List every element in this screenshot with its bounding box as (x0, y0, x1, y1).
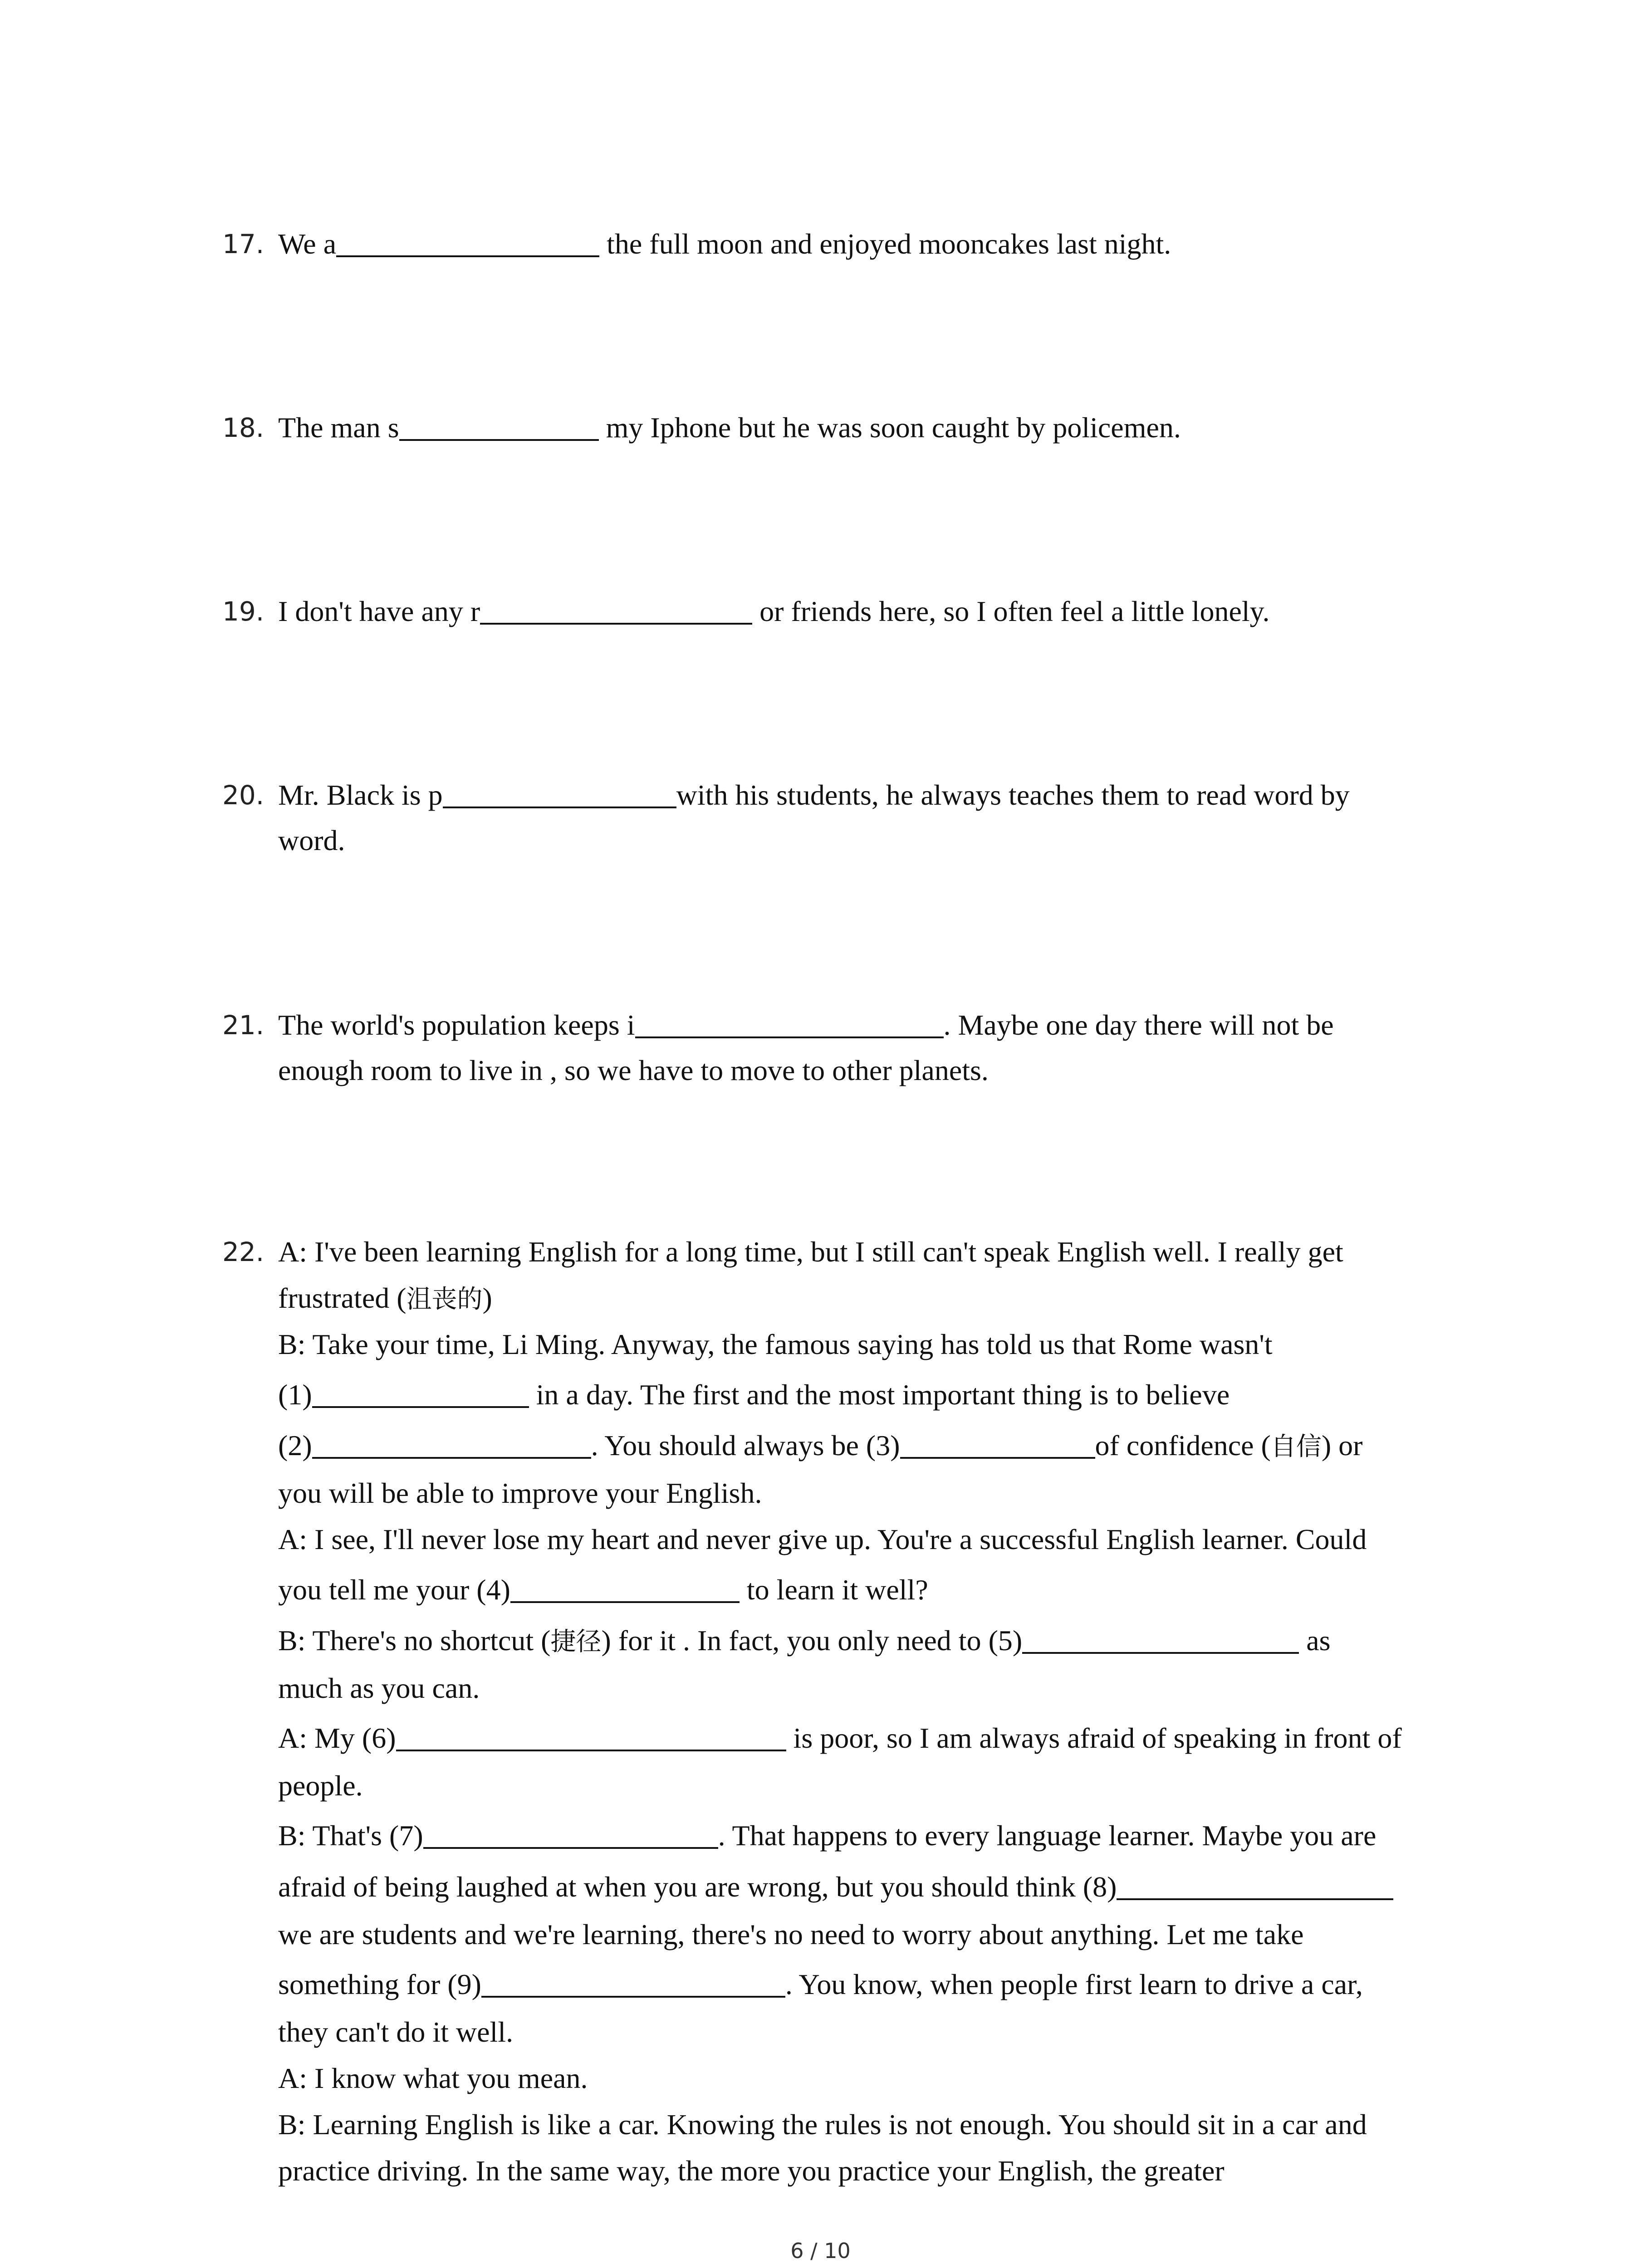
dialogue-line: B: There's no shortcut (捷径) for it . In fact, you only need to (5) as (278, 1618, 1331, 1665)
answer-blank-1[interactable] (312, 1374, 529, 1408)
dialogue-line: A: I know what you mean. (278, 2062, 588, 2094)
dialogue-line: A: My (6) is poor, so I am always afraid of speaking in front of (278, 1716, 1402, 1761)
dialogue-line: A: I've been learning English for a long time, but I still can't speak English well. I really get (278, 1236, 1343, 1268)
dialogue-line: B: Learning English is like a car. Knowing the rules is not enough. You should sit in a car and (278, 2108, 1367, 2141)
answer-blank[interactable] (399, 407, 599, 441)
answer-blank-8[interactable] (1117, 1867, 1393, 1900)
answer-blank-6[interactable] (396, 1718, 786, 1751)
answer-blank-4[interactable] (510, 1569, 740, 1603)
dialogue-line: afraid of being laughed at when you are wrong, but you should think (8) (278, 1864, 1393, 1910)
question-text-continued: word. (278, 824, 345, 856)
dialogue-line: we are students and we're learning, there's no need to worry about anything. Let me take (278, 1918, 1304, 1950)
answer-blank-7[interactable] (423, 1815, 718, 1849)
question-text: I don't have any r or friends here, so I often feel a little lonely. (278, 589, 1269, 634)
dialogue-line: B: That's (7) . That happens to every language learner. Maybe you are (278, 1813, 1376, 1858)
question-text: We a the full moon and enjoyed mooncakes last night. (278, 221, 1171, 267)
question-text: The world's population keeps i . Maybe one day there will not be (278, 1002, 1334, 1048)
answer-blank-3[interactable] (900, 1425, 1095, 1459)
question-number: 22. (222, 1237, 265, 1267)
dialogue-line: much as you can. (278, 1672, 480, 1704)
answer-blank-5[interactable] (1022, 1620, 1299, 1654)
question-number: 20. (222, 780, 265, 811)
question-text: Mr. Black is p with his students, he always teaches them to read word by (278, 772, 1350, 818)
question-text-continued: enough room to live in , so we have to move to other planets. (278, 1054, 989, 1086)
dialogue-line: they can't do it well. (278, 2016, 514, 2048)
question-number: 18. (222, 412, 265, 443)
answer-blank[interactable] (635, 1005, 944, 1038)
answer-blank[interactable] (443, 775, 676, 808)
dialogue-line: (2) . You should always be (3) of confidence (自信) or (278, 1423, 1362, 1470)
dialogue-line: people. (278, 1769, 363, 1802)
page-number: 6 / 10 (790, 2239, 851, 2263)
dialogue-line: you tell me your (4) to learn it well? (278, 1567, 928, 1613)
answer-blank-9[interactable] (481, 1964, 785, 1998)
dialogue-line: A: I see, I'll never lose my heart and never give up. You're a successful English learner. Could (278, 1523, 1367, 1555)
question-number: 17. (222, 229, 265, 259)
question-number: 19. (222, 596, 265, 627)
dialogue-line: something for (9) . You know, when people first learn to drive a car, (278, 1962, 1363, 2007)
dialogue-line: B: Take your time, Li Ming. Anyway, the famous saying has told us that Rome wasn't (278, 1328, 1273, 1360)
answer-blank-2[interactable] (312, 1425, 591, 1459)
dialogue-line: you will be able to improve your English. (278, 1477, 762, 1509)
dialogue-line: practice driving. In the same way, the more you practice your English, the greater (278, 2155, 1225, 2187)
answer-blank[interactable] (480, 591, 752, 625)
answer-blank[interactable] (336, 224, 599, 257)
question-text: The man s my Iphone but he was soon caught by policemen. (278, 405, 1181, 450)
dialogue-line: (1) in a day. The first and the most important thing is to believe (278, 1372, 1230, 1418)
question-number: 21. (222, 1010, 265, 1041)
dialogue-line: frustrated (沮丧的) (278, 1282, 492, 1314)
